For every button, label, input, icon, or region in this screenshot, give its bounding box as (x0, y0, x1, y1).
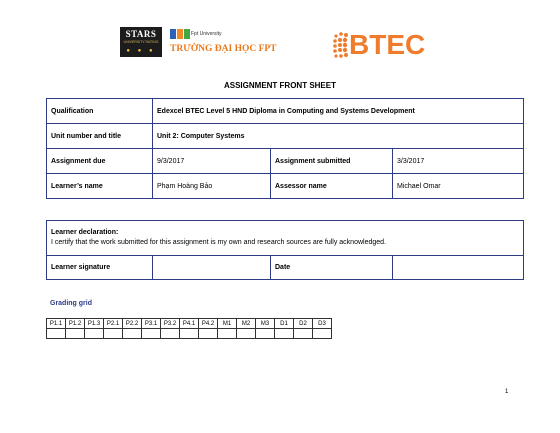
grading-criterion-cell[interactable] (142, 329, 161, 339)
fpt-squares-icon (170, 26, 190, 42)
grading-criterion-header: P4.2 (199, 319, 218, 329)
page-number: 1 (505, 389, 509, 395)
grading-criterion-header: P2.2 (123, 319, 142, 329)
grading-criterion-header: P1.1 (47, 319, 66, 329)
grading-criterion-cell[interactable] (104, 329, 123, 339)
stars-logo-dots: ● ● ● (126, 48, 156, 54)
assessor-name-value: Michael Omar (393, 174, 524, 199)
btec-logo (332, 28, 440, 62)
unit-value: Unit 2: Computer Systems (153, 124, 524, 149)
date-field[interactable] (393, 256, 524, 280)
grading-criterion-header: D3 (313, 319, 332, 329)
unit-row (47, 124, 524, 149)
names-row (47, 174, 524, 199)
grading-criterion-header: P3.1 (142, 319, 161, 329)
due-label: Assignment due (47, 149, 153, 174)
grading-criterion-cell[interactable] (85, 329, 104, 339)
signature-label: Learner signature (47, 256, 153, 280)
declaration-heading: Learner declaration: (51, 229, 119, 236)
document-title: ASSIGNMENT FRONT SHEET (223, 81, 336, 90)
dates-row (47, 149, 524, 174)
stars-logo-subtext: UNIVERSITY RATING (123, 40, 159, 44)
qualification-row (47, 99, 524, 124)
submitted-label: Assignment submitted (271, 149, 393, 174)
grading-criterion-header: D1 (275, 319, 294, 329)
grading-criterion-cell[interactable] (294, 329, 313, 339)
due-value: 9/3/2017 (153, 149, 271, 174)
declaration-table (46, 220, 524, 280)
grading-grid-table (46, 318, 332, 339)
grading-criterion-cell[interactable] (218, 329, 237, 339)
grading-criterion-header: P1.2 (66, 319, 85, 329)
signature-row (47, 256, 524, 280)
grading-criterion-cell[interactable] (256, 329, 275, 339)
grading-criterion-header: P3.2 (161, 319, 180, 329)
date-label: Date (271, 256, 393, 280)
qualification-value: Edexcel BTEC Level 5 HND Diploma in Computing and Systems Development (153, 99, 524, 124)
learner-name-value: Phạm Hoàng Bảo (153, 174, 271, 199)
grading-criterion-header: D2 (294, 319, 313, 329)
signature-field[interactable] (153, 256, 271, 280)
grading-criterion-cell[interactable] (275, 329, 294, 339)
grading-grid-header-row (47, 319, 332, 329)
stars-logo-text: STARS (125, 29, 157, 39)
grading-grid-label: Grading grid (50, 300, 92, 307)
assignment-info-table (46, 98, 524, 199)
grading-criterion-header: M3 (256, 319, 275, 329)
grading-criterion-cell[interactable] (66, 329, 85, 339)
unit-label: Unit number and title (47, 124, 153, 149)
grading-criterion-header: M2 (237, 319, 256, 329)
learner-name-label: Learner’s name (47, 174, 153, 199)
grading-criterion-cell[interactable] (199, 329, 218, 339)
grading-criterion-cell[interactable] (313, 329, 332, 339)
grading-criterion-cell[interactable] (123, 329, 142, 339)
assessor-name-label: Assessor name (271, 174, 393, 199)
grading-criterion-header: P2.1 (104, 319, 123, 329)
stars-logo (120, 27, 162, 57)
grading-grid-value-row (47, 329, 332, 339)
grading-criterion-cell[interactable] (180, 329, 199, 339)
qualification-label: Qualification (47, 99, 153, 124)
grading-criterion-header: M1 (218, 319, 237, 329)
btec-logo-text: BTEC (349, 29, 426, 60)
grading-criterion-header: P4.1 (180, 319, 199, 329)
grading-criterion-header: P1.3 (85, 319, 104, 329)
submitted-value: 3/3/2017 (393, 149, 524, 174)
grading-criterion-cell[interactable] (161, 329, 180, 339)
fpt-name-text: TRƯỜNG ĐẠI HỌC FPT (170, 44, 277, 54)
fpt-logo (170, 26, 282, 58)
grading-criterion-cell[interactable] (47, 329, 66, 339)
declaration-text: I certify that the work submitted for this assignment is my own and research sources are fully acknowledged. (51, 239, 386, 246)
grading-criterion-cell[interactable] (237, 329, 256, 339)
fpt-university-text: Fpt University (191, 31, 222, 37)
declaration-cell (47, 221, 524, 256)
declaration-row (47, 221, 524, 256)
btec-dots-icon (332, 30, 349, 60)
